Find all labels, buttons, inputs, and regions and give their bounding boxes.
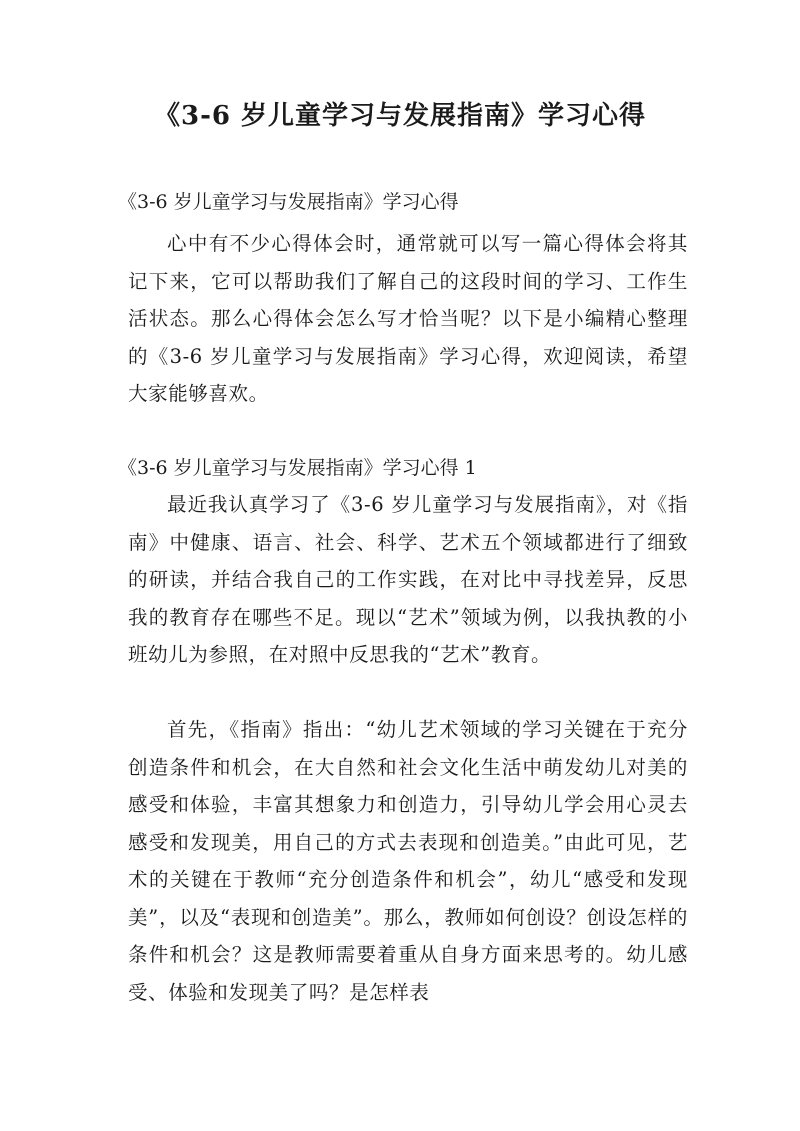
- section1-paragraph-1: 最近我认真学习了《3-6 岁儿童学习与发展指南》，对《指南》中健康、语言、社会、科学、艺术五个领域都进行了细致的研读，并结合我自己的工作实践，在对比中寻找差异，反思我的教育存在哪些不足。现以“艺术”领域为例，以我执教的小班幼儿为参照，在对照中反思我的“艺术”教育。: [128, 493, 688, 666]
- section1-paragraph-2: 首先，《指南》指出：“幼儿艺术领域的学习关键在于充分创造条件和机会，在大自然和社会文化生活中萌发幼儿对美的感受和体验，丰富其想象力和创造力，引导幼儿学会用心灵去感受和发现美，用自己的方式去表现和创造美。”由此可见，艺术的关键在于教师“充分创造条件和机会”，幼儿“感受和发现美”，以及“表现和创造美”。那么，教师如何创设？创设怎样的条件和机会？这是教师需要着重从自身方面来思考的。幼儿感受、体验和发现美了吗？是怎样表: [128, 718, 688, 1004]
- document-title: 《3-6 岁儿童学习与发展指南》学习心得: [153, 101, 647, 131]
- intro-heading: 《3-6 岁儿童学习与发展指南》学习心得: [118, 191, 459, 213]
- section1-heading: 《3-6 岁儿童学习与发展指南》学习心得 1: [118, 457, 477, 479]
- intro-paragraph: 心中有不少心得体会时，通常就可以写一篇心得体会将其记下来，它可以帮助我们了解自己的这段时间的学习、工作生活状态。那么心得体会怎么写才恰当呢？以下是小编精心整理的《3-6 岁儿童学习与发展指南》学习心得，欢迎阅读，希望大家能够喜欢。: [128, 232, 688, 405]
